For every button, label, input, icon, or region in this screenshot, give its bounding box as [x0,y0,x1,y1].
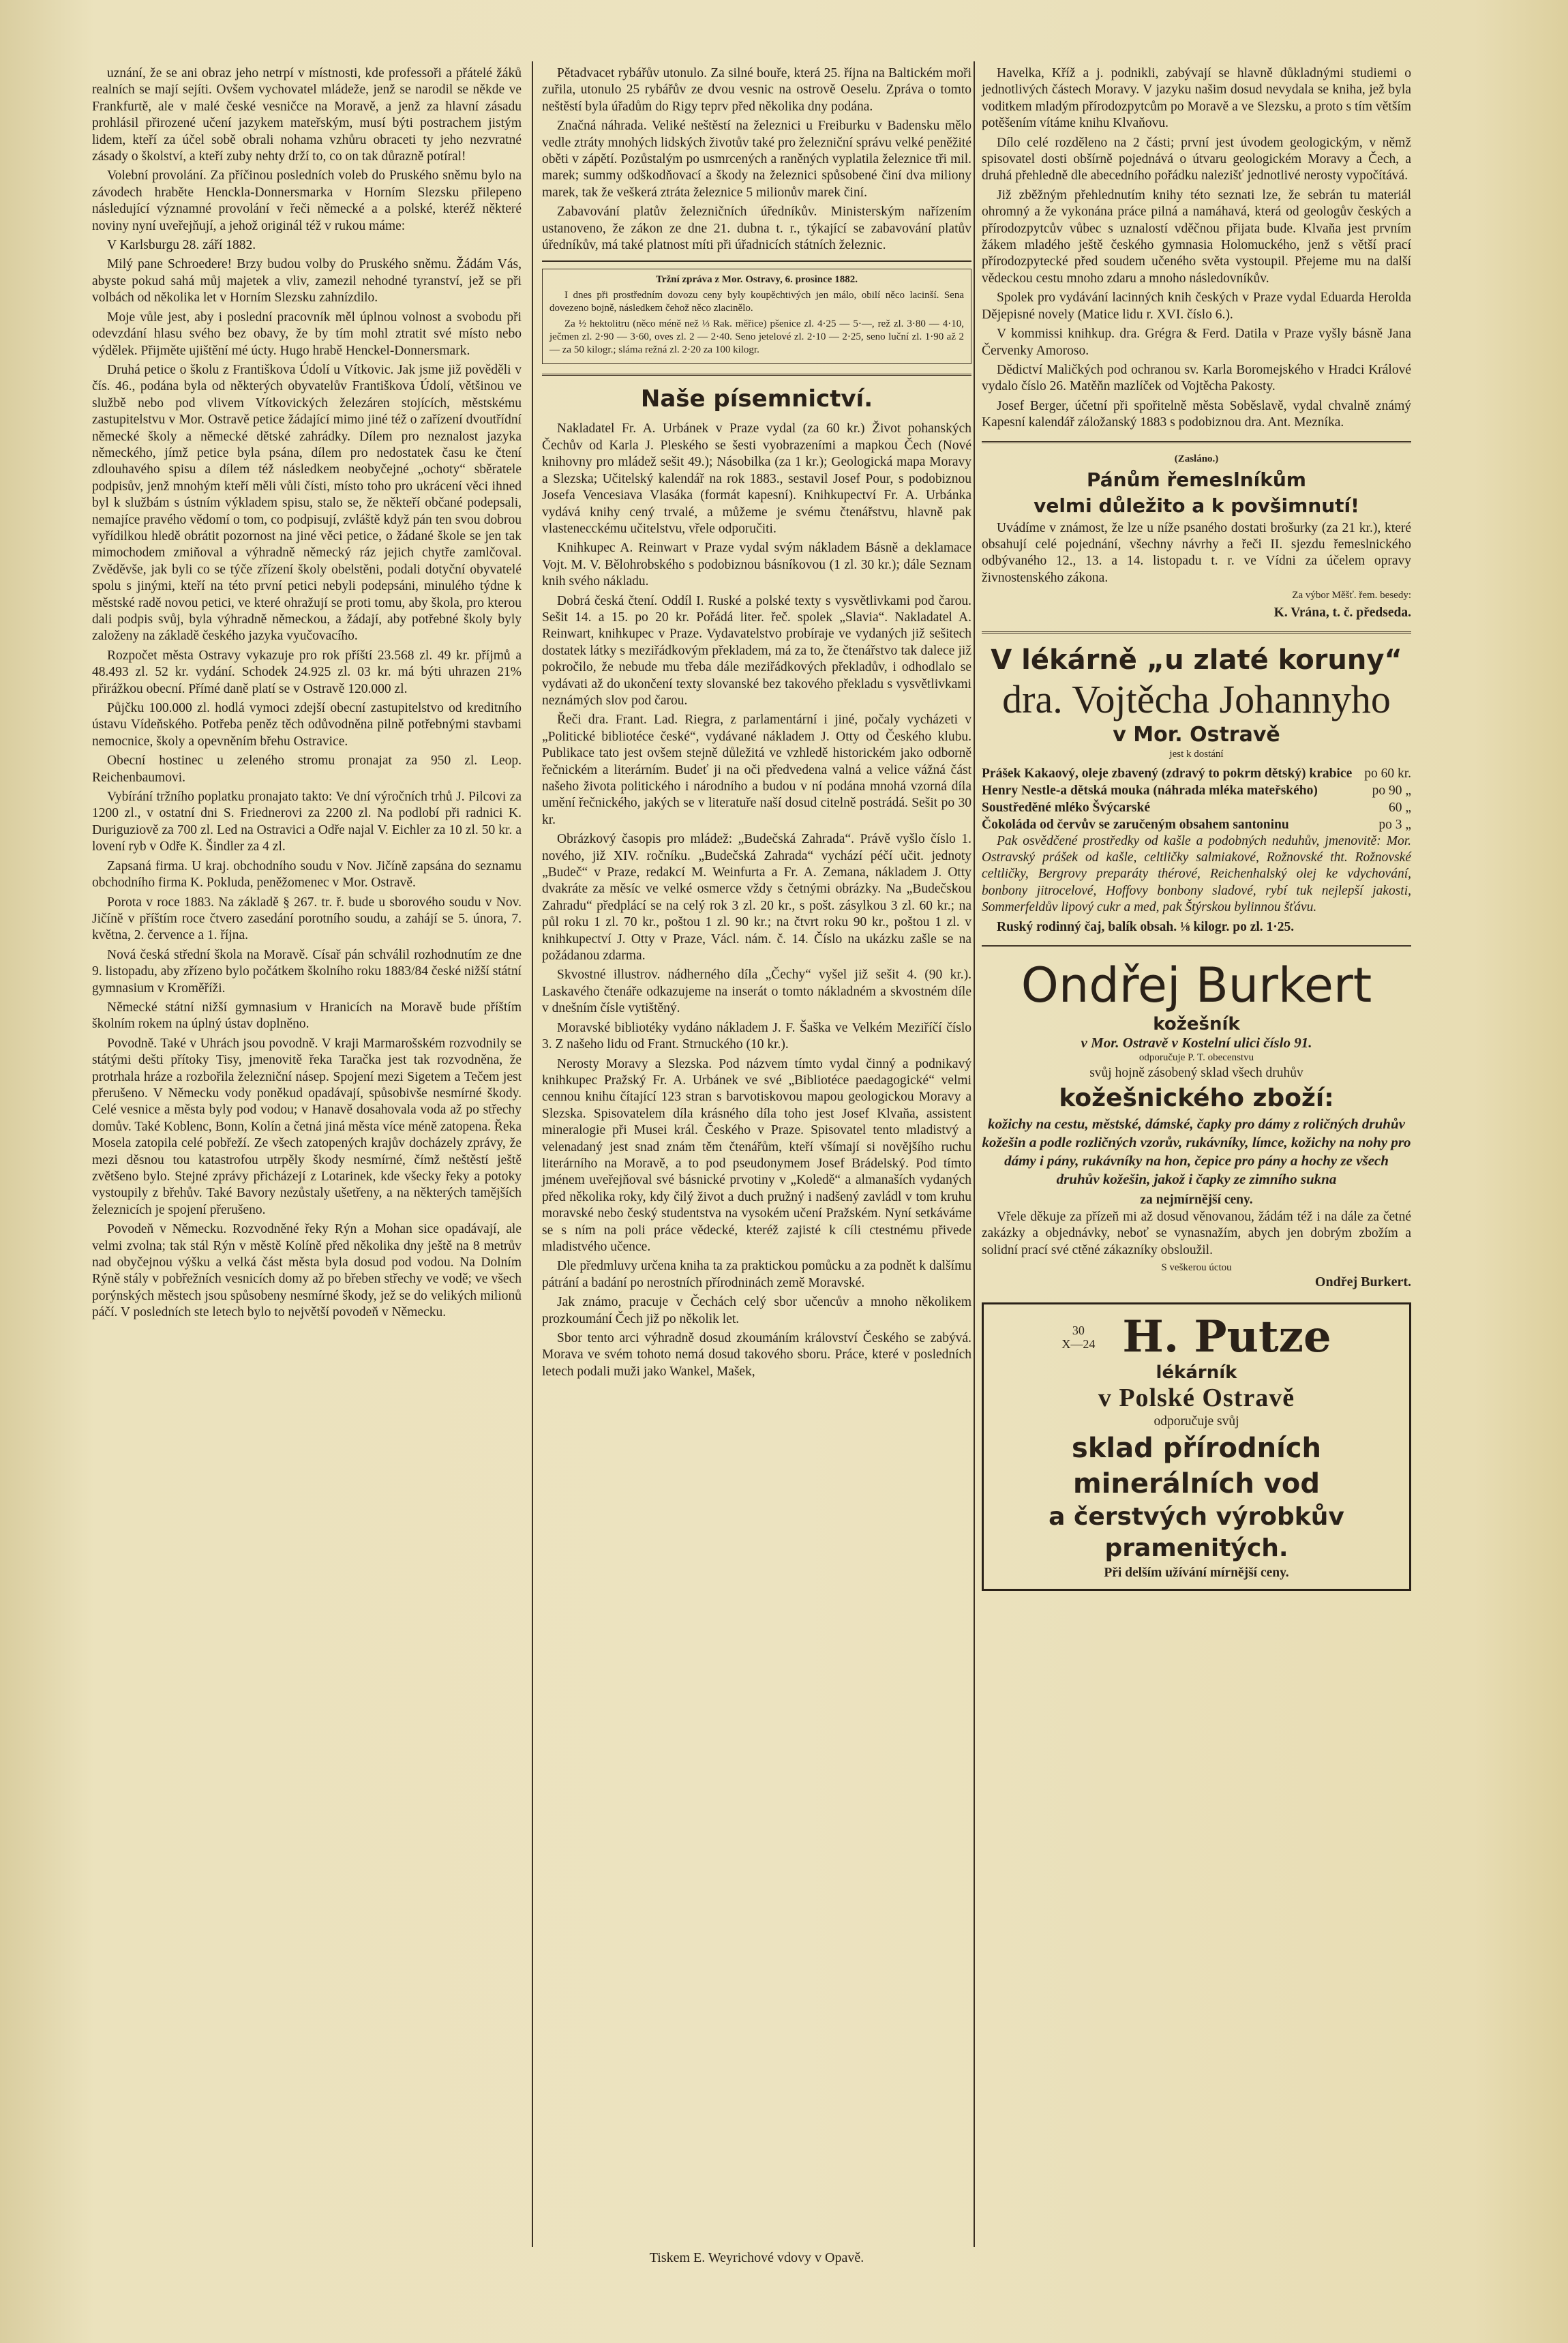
article-paragraph: Povodně. Také v Uhrách jsou povodně. V kraji Marmarošském rozvodnily se státými dešti přítoky Tisy, jmenovitě řeka Taračka jest tak rozvodněna, že protrhala hráze a rozbořila železniční násep. Spojení mezi Sigetem a Tečem jest přerušeno. V Německu vody poněkud opadávají, spůsobivše nesmírné škody. Celé vesnice a města byly pod vodou; v Hanavě dosahovala voda až po střechy domův. Také Koblenc, Bonn, Kolín a četná jiná města více méně zatopena. Řeka Mosela zatopila celé pobřeží. Ze všech zatopených krajův docházely zprávy, že mezi děsnou tou katastrofou utrpěly škody nesmírné, čímž neštěstí ještě zvětšeno bylo. Stejné zprávy přicházejí z Lotarinek, kde všecky řeky a potoky vystoupily z břehův. Také Bavory nezůstaly ušetřeny, a na některých tamějších železnicích je spojení přerušeno. [92,1036,522,1217]
burkert-low: za nejmírnější ceny. [1140,1193,1253,1207]
putze-num-2: X—24 [1061,1337,1096,1351]
price-item-price: po 60 kr. [1364,766,1411,781]
putze-line-3: Při delším užívání mírnější ceny. [1104,1566,1289,1581]
divider [542,260,971,262]
putze-ad [982,1302,1411,1591]
burkert-goods: kožešnického zboží: [1059,1084,1334,1112]
burkert-recommend: odporučuje P. T. obecenstvu [1139,1052,1254,1063]
notice-sign-1: Za výbor Měšť. řem. besedy: [1292,590,1411,601]
article-paragraph: Řeči dra. Frant. Lad. Riegra, z parlamentární i jiné, počaly vycházeti v „Politické bibliotéce české“, vydávané nákladem J. Otty od Českého klubu. Publikace tato jest ovšem stejně důležitá ve vzhledě historickém jako odborně řečnickém a literárním. Budeť ji na oči předvedena valná a velice vážná část našeho života politického i národního a budou v ní podána mnohá vzorná díla umění řečnického, jakých se v literatuře naší dosud citelně postrádá. Sešit po 30 kr. [542,713,971,827]
burkert-thanks: Vřele děkuje za přízeň mi až dosud věnovanou, žádám též i na dále za četné zakázky a objednávky, neboť se vynasnažím, abych jen dobrým zbožím a solidní prací své ctěné zákazníky obsloužil. [982,1210,1411,1257]
pharmacy-line-1: V lékárně „u zlaté koruny“ [991,644,1402,676]
article-paragraph: Rozpočet města Ostravy vykazuje pro rok příští 23.568 zl. 49 kr. příjmů a 48.493 zl. 52 kr. vydání. Schodek 24.925 zl. 03 kr. má býti uhrazen 21% přirážkou obecní. Přímé daně platí se v Ostravě 120.000 zl. [92,648,522,696]
market-prices: Za ½ hektolitru (něco méně než ⅓ Rak. měřice) pšenice zl. 4·25 — 5·—, rež zl. 3·80 — 4·10, ječmen zl. 2·90 — 3·60, oves zl. 2 — 2·40. Seno jetelové zl. 2·10 — 2·25, seno luční zl. 1·90 až 2 — za 50 kilogr.; sláma režná zl. 2·20 za 100 kilogr. [549,318,964,356]
price-item-price: po 3 „ [1378,817,1411,832]
article-paragraph: Porota v roce 1883. Na základě § 267. tr. ř. bude u sborového soudu v Nov. Jičíně v příštím roce čtvero zasedání porotního soudu, a zahájí se 5. února, 7. května, 2. července a 1. října. [92,895,522,943]
article-paragraph: Půjčku 100.000 zl. hodlá vymoci zdejší obecní zastupitelstvo od kreditního ústavu Vídeňského. Potřeba peněz těch odůvodněna pilně potřebnými stavbami nemocnice, školy a opevněním břehu Ostravice. [92,701,522,749]
column-2-news [542,65,971,254]
burkert-trade: kožešník [1153,1014,1240,1034]
putze-place: v Polské Ostravě [1098,1384,1295,1413]
burkert-sign: Ondřej Burkert. [1314,1274,1411,1290]
putze-trade: lékárník [1156,1362,1237,1384]
article-paragraph: Obrázkový časopis pro mládež: „Budečská Zahrada“. Právě vyšlo číslo 1. nového, již XIV. ročníku. „Budečská Zahrada“ vychází péčí učit. jednoty „Budeč“ v Praze, redakcí M. Weinfurta a Fr. A. Zemana, nákladem J. Otty dvakráte za měsíc ve velké osmerce vždy s četnými obrázky. Na „Budečskou Zahradu“ předplácí se na celý rok 3 zl. 20 kr., s pošt. zásylkou 3 zl. 60 kr.; na půl roku 1 zl. 70 kr., poštou 1 zl. 90 kr.; na čtvrt roku 90 kr., poštou 1 zl. v knihkupectví J. Otty v Praze, Václ. nám. č. 14. Číslo na ukázku zašle se na požádanou zdarma. [542,832,971,964]
article-paragraph: Dílo celé rozděleno na 2 části; první jest úvodem geologickým, v němž spisovatel dosti obšírně pojednává o útvaru geologickém Moravy a Čech, a druhá přehledně dle abecedního pořádku nalezišť jednotlivé nerosty vypočítává. [982,135,1411,183]
putze-num-1: 30 [1072,1323,1085,1337]
pharmacy-line-3: v Mor. Ostravě [1113,722,1280,747]
divider [542,374,971,376]
article-paragraph: Moravské bibliotéky vydáno nákladem J. F. Šaška ve Velkém Meziříčí číslo 3. Z našeho lidu od Frant. Strnuckého (10 kr.). [542,1020,971,1052]
article-paragraph: Jak známo, pracuje v Čechách celý sbor učencův a mnoho několikem prozkoumání Čech již po několik let. [542,1295,971,1326]
article-paragraph: Druhá petice o školu z Františkova Údolí u Vítkovic. Jak jsme již pověděli v čís. 46., podána byla od některých obyvatelův Františkova Údolí, většinou ve službě nebo pod vlivem Vítkovických železáren stojících, městskému zastupitelstvu v Mor. Ostravě petice žádající mimo jiné též o zařízení dvoutřídní německé školy a německé dětské zahrádky. Dílem pro neznalost jazyka německého, jímž petice byla psána, dílem pro nedostatek času ke čtení zdlouhavého spisu a dílem též následkem neobyčejné „ochoty“ sběratele podpisův, jenž mnohým kteří měli vůli čísti, místo toho pro ukrácení věci ihned byl k službám s ústním výkladem spisu, stalo se, že někteří občané podepsali, nemajíce pravého vědomí o tom, co podpisují, zvláště když pán ten svou dobrou vyřídilkou hledě obrátit pozornost na jiné věci petice, o žádané škole se jen tak mimochodem zmiňoval a výhradně německý ráz jejich chytře zamlčoval. Zvěděvše, jak byli co se týče zřízení školy obelstěni, podali dotyční obyvatelé spolu s jinými, kteří na této první petici nebyli podepsáni, minulého týdne k městské radě novou petici, ve které ohražují se proti tomu, aby škola, pro kterou dali podpis svůj, byla výhradně německou, a žádají, aby potřebné školy byly založeny na základě českého jazyka vyučovacího. [92,362,522,644]
article-paragraph: uznání, že se ani obraz jeho netrpí v místnosti, kde professoři a přátelé žáků realních se mají sejíti. Ovšem vychovatel mládeže, jenž se narodil se někde ve Frankfurtě, ale v malé české vesničce na Moravě, a jenž za hlavní zásadu prohlásil přirozené učení jazykem mateřským, musí býti postrachem jistým lidem, kteří za účel sobě obrali nohama vzhůru obraceti ty jeho nezvratné zásady o školství, a kteří zuby nehty drží to, co on tak důrazně potíral! [92,66,522,164]
divider [982,441,1411,443]
pharmacy-line-4: jest k dostání [1169,748,1224,760]
notice-craftsmen [982,453,1411,622]
burkert-regards: S veškerou úctou [1161,1262,1232,1274]
article-paragraph: Spolek pro vydávání lacinných knih českých v Praze vydal Eduarda Herolda Dějepisné novely (Matice lidu r. XVI. číslo 6.). [982,290,1411,322]
article-paragraph: V kommissi knihkup. dra. Grégra & Ferd. Datila v Praze vyšly básně Jana Červenky Amoroso. [982,327,1411,358]
notice-sign-2: K. Vrána, t. č. předseda. [1273,606,1411,621]
article-paragraph: Nerosty Moravy a Slezska. Pod názvem tímto vydal činný a podnikavý knihkupec Pražský Fr. A. Urbánek ve své „Bibliotéce paedagogické“ velmi cennou knihu čítající 123 stran s barvotiskovou mapou geologickou Moravy a Slezska. Spisovatelem díla krásného díla toho jest Josef Klvaňa, assistent mineralogie při Musei král. Českého v Praze. Spisovatel tento mladistvý a velenadaný jest snad znám těm čtenářům, kteří všímají si novějšího ruchu literárního na Moravě, a to pod pseudonymem Josef Brádelský. Pod tímto jménem uveřejňoval své básnické prvotiny v „Koledě“ a almanaších vydaných před několika roky, kdy čilý život a duch pružný i nadšený zavládl v tom kruhu moravské nebo český studentstva na vysokém učení Pražském. Nyní setkáváme se s ním na poli práce vědecké, kteréž zajisté k cíli ctestnému přivede mladistvého učence. [542,1056,971,1254]
price-row [982,799,1411,816]
price-item-name: Prášek Kakaový, oleje zbavený (zdravý to pokrm dětský) krabice [982,766,1353,781]
article-paragraph: Dědictví Maličkých pod ochranou sv. Karla Boromejského v Hradci Králové vydalo číslo 26. Matěňn mazlíček od Vojtěcha Pakosty. [982,362,1411,394]
notice-tag: (Zasláno.) [1174,453,1219,464]
price-row [982,782,1411,799]
putze-recommend: odporučuje svůj [1154,1414,1239,1429]
article-paragraph: Nakladatel Fr. A. Urbánek v Praze vydal (za 60 kr.) Život pohanských Čechův od Karla J. Pleského se šesti vyobrazeními a mapkou Čech (Nové knihovny pro mládež sešit 49.); Násobilka (za 1 kr.); Geologická mapa Moravy a Slezska; Učitelský kalendář na rok 1883., sestavil Josef Pour, s podobiznou Josefa Vencesiava Vlasáka (formát kapesní). Knihkupectví Fr. A. Urbánka vydává knihy cený trvalé, a můžeme je svému čtenářstvu, hlavně pak vlastenecckému učitelstvu, vřele odporučiti. [542,421,971,536]
burkert-ad [982,957,1411,1290]
article-paragraph: Skvostné illustrov. nádherného díla „Čechy“ vyšel již sešit 4. (90 kr.). Laskavého čtenáře odkazujeme na inserát o tomto nákladném a skvostném díle v dnešním čísle vytištěný. [542,968,971,1016]
price-item-name: Čokoláda od červův se zaručeným obsahem santoninu [982,817,1289,832]
divider [982,631,1411,633]
putze-header [993,1311,1400,1362]
literature-title: Naše písemnictví. [640,385,873,413]
notice-title-1: Pánům řemeslníkům [1087,468,1306,491]
price-row [982,816,1411,833]
article-paragraph: Nová česká střední škola na Moravě. Císař pán schválil rozhodnutím ze dne 9. listopadu, aby zřízeno bylo počátkem školního roku 1883/84 české nižší státní gymnasium v Kroměříži. [92,947,522,996]
market-intro: I dnes při prostředním dovozu ceny byly koupěchtivých jen málo, obilí něco lacinší. Sena dovezeno bojně, následkem čehož něco zlacinělo. [549,290,964,314]
price-row [982,765,1411,782]
pharmacy-tea: Ruský rodinný čaj, balík obsah. ⅛ kilogr. po zl. 1·25. [997,919,1295,934]
burkert-name: Ondřej Burkert [1021,957,1372,1013]
article-paragraph: Německé státní nižší gymnasium v Hranicích na Moravě bude příštím školním rokem na úplný ústav doplněno. [92,1000,522,1032]
burkert-desc: kožichy na cestu, městské, dámské, čapky pro dámy z roličných druhův kožešin a podle rozličných vzorův, rukávníky, límce, kožichy na nohy pro dámy i pány, rukávníky na hon, čepice pro pány a hochy ze všech druhův kožešin, jakož i čapky ze zimního sukna [982,1116,1411,1187]
article-paragraph: Zapsaná firma. U kraj. obchodního soudu v Nov. Jičíně zapsána do seznamu obchodního firma K. Pokluda, peněžomenec v Mor. Ostravě. [92,859,522,891]
article-paragraph: Vybírání tržního poplatku pronajato takto: Ve dní výročních trhů J. Pilcovi za 1200 zl., v ostatní dni S. Friednerovi za 2200 zl. Na podlobí při radnici K. Duriguziově za 700 zl. Led na Ostravici a Odře najal V. Eichler za 10 zl. 50 kr. a lovení ryb v Odře K. Šindler za 4 zl. [92,790,522,854]
putze-number [1061,1324,1095,1351]
notice-body: Uvádíme v známost, že lze u níže psaného dostati brošurky (za 21 kr.), které obsahují celé pojednání, všechny návrhy a řeči II. sjezdu řemeslnického odbývaného 12., 13. a 14. listopadu t. r. ve Vídni za účelem opravy živnostenského zákona. [982,520,1411,585]
literature-section [542,421,971,1380]
article-paragraph: Dle předmluvy určena kniha ta za praktickou pomůcku a za podnět k dalšímu pátrání a badání po nerostních přírodninách země Moravské. [542,1259,971,1290]
burkert-address: v Mor. Ostravě v Kostelní ulici číslo 91. [1081,1034,1312,1051]
column-2 [542,65,971,1383]
pharmacy-ad [982,643,1411,936]
market-title: Tržní zpráva z Mor. Ostravy, 6. prosince 1882. [656,274,858,286]
price-item-name: Henry Nestle-a dětská mouka (náhrada mléka mateřského) [982,783,1318,798]
column-1 [92,65,522,1324]
article-paragraph: Sbor tento arci výhradně dosud zkoumáním království Českého se zabývá. Morava ve svém tohoto nemá dosud takového sboru. Práce, které v posledních letech podali muži jako Wankel, Mašek, [542,1331,971,1379]
market-report [542,269,971,364]
putze-line-1: sklad přírodních minerálních vod [1072,1433,1321,1500]
price-item-name: Soustředěné mléko Švýcarské [982,800,1150,815]
article-paragraph: Moje vůle jest, aby i poslední pracovník měl úplnou volnost a svobodu při odevzdání hlasu svého bez obavy, že by tím mohl ztratit své místo nebo výdělek. Přijměte ujištění mé úcty. Hugo hrabě Henckel-Donnersmark. [92,310,522,358]
burkert-stock: svůj hojně zásobený sklad všech druhův [1089,1066,1303,1080]
article-paragraph: V Karlsburgu 28. září 1882. [107,238,256,253]
notice-title-2: velmi důležito a k povšimnutí! [1034,494,1359,517]
article-paragraph: Havelka, Kříž a j. podnikli, zabývají se hlavně důkladnými studiemi o jednotlivých částech Moravy. V jazyku našim dosud nevydala se kniha, jež byla voditkem mladým přírodozpytcům po Moravě a ve Slezsku, a proto s tím větším potěšením vítáme knihu Klvaňovu. [982,66,1411,131]
article-paragraph: Značná náhrada. Veliké neštěstí na železnici u Freiburku v Badensku mělo vedle ztráty mnohých lidských životův také pro železniční správu velké peněžité oběti v zápětí. Pozůstalým po usmrcených a raněných vyplatila železnice tři mil. marek; summy odškodňovací a škody na železnici spůsobené činí dva miliony marek, tak že veškerá ztráta železnice 5 milionův marek činí. [542,119,971,200]
article-paragraph: Povodeň v Německu. Rozvodněné řeky Rýn a Mohan sice opadávají, ale velmi zvolna; tak stál Rýn v městě Kolíně před několika dny ještě na 8 metrův nad obyčejnou výšku a velká část města byla dosud pod vodou. Na Dolním Rýně stály v pobřežních vesnicích domy až po břeben střechy ve vodě; ve všech porýnských městech jsou spůsobeny nesmírné škody, jež se do velikých milionů páčí. V posledních ste letech bylo to největší povodeň v Německu. [92,1222,522,1320]
printer-imprint: Tiskem E. Weyrichové vdovy v Opavě. [649,2250,864,2265]
divider [982,945,1411,947]
price-item-price: po 90 „ [1372,783,1411,798]
article-paragraph: Volební provolání. Za příčinou posledních voleb do Pruského sněmu bylo na závodech hraběte Henckla-Donnersmarka v Horním Slezsku přilepeno následující významné provolání v řeči německé a a polské, kteréž některé noviny nyní uveřejňují, a jehož originál též v rukou máme: [92,168,522,233]
pharmacy-line-2: dra. Vojtěcha Johannyho [1002,676,1391,721]
article-paragraph: Dobrá česká čtení. Oddíl I. Ruské a polské texty s vysvětlivkami pod čarou. Sešit 14. a 15. po 20 kr. Pořádá liter. řeč. spolek „Slavia“. Nakladatel A. Reinwart, knihkupec v Praze. Vydavatelstvo probíraje ve vydaných již sešitech dostatek látky s meziřádkovým překladem, má za to, že čtenářstvo tak dalece již pokročilo, že nebude mu třeba dále meziřádkových překladův, i odhodlalo se vydávati až do ukončení texty slovanské bez takového překladu s vysvětlivkami neznámých slov pod čarou. [542,593,971,708]
column-3 [982,65,1411,1591]
pharmacy-remedies: Pak osvědčené prostředky od kašle a podobných neduhův, jmenovitě: Mor. Ostravský prášek od kašle, celtličky salmiakové, Rožnovské tht. Rožnovské celtličky, Bergrovy preparáty thérové, Reichenhalský olej ke vdychování, bonbony jitrocelové, Hoffovy bonbony sladové, rybí tuk nejlepší jakosti, Sommerfeldův lipový cukr a med, pak Štýrskou bylinnou šťávu. [982,833,1411,915]
article-paragraph: Zabavování platův železničních úředníkův. Ministerským nařízením ustanoveno, že zákon ze dne 21. dubna t. r., týkající se zabavování platův úředníkův, má také platnost míti při úřadnicích státních železnic. [542,205,971,253]
column-rule-1 [532,61,533,2247]
article-paragraph: Knihkupec A. Reinwart v Praze vydal svým nákladem Básně a deklamace Vojt. M. V. Bělohrobského s podobiznou básníkovou (1 zl. 30 kr.); dále Seznam knih svého nákladu. [542,541,971,589]
column-3-news [982,65,1411,432]
pharmacy-price-list [982,765,1411,833]
article-paragraph: Milý pane Schroedere! Brzy budou volby do Pruského sněmu. Žádám Vás, abyste pokud sahá můj majetek a vliv, zamezil nehodné tyranství, jež se při volbách od několika let v Horním Slezsku zahnízdilo. [92,257,522,305]
article-paragraph: Obecní hostinec u zeleného stromu pronajat za 950 zl. Leop. Reichenbaumovi. [92,753,522,785]
article-paragraph: Již zběžným přehlednutím knihy této seznati lze, že sebrán tu materiál ohromný a že vykonána práce pilná a namáhavá, která od geologův českých a přírodozpytcův vůbec s uznalostí vděčnou přijata bude. Klvaňa jest prvním žákem mladého ještě českého gymnasia Holomuckého, jenž s větší prací přírodozpytecké před soudem učeného světa vystoupil. Přejeme mu na další vědeckou cestu mnoho zdaru a mnoho následovníkův. [982,188,1411,286]
article-paragraph: Josef Berger, účetní při spořitelně města Soběslavě, vydal chvalně známý Kapesní kalendář záložanský 1883 s podobiznou dra. Ant. Mezníka. [982,398,1411,430]
price-item-price: 60 „ [1388,800,1411,815]
putze-line-2: a čerstvých výrobkův pramenitých. [1049,1503,1344,1563]
article-paragraph: Pětadvacet rybářův utonulo. Za silné bouře, která 25. října na Baltickém moři zuřila, utonulo 25 rybářův ze dvou vesnic na ostrově Oeselu. Zpráva o tomto neštěstí byla úřadům do Rigy teprv před několika dny podána. [542,66,971,114]
column-rule-2 [974,61,975,2247]
putze-name: H. Putze [1122,1311,1331,1363]
